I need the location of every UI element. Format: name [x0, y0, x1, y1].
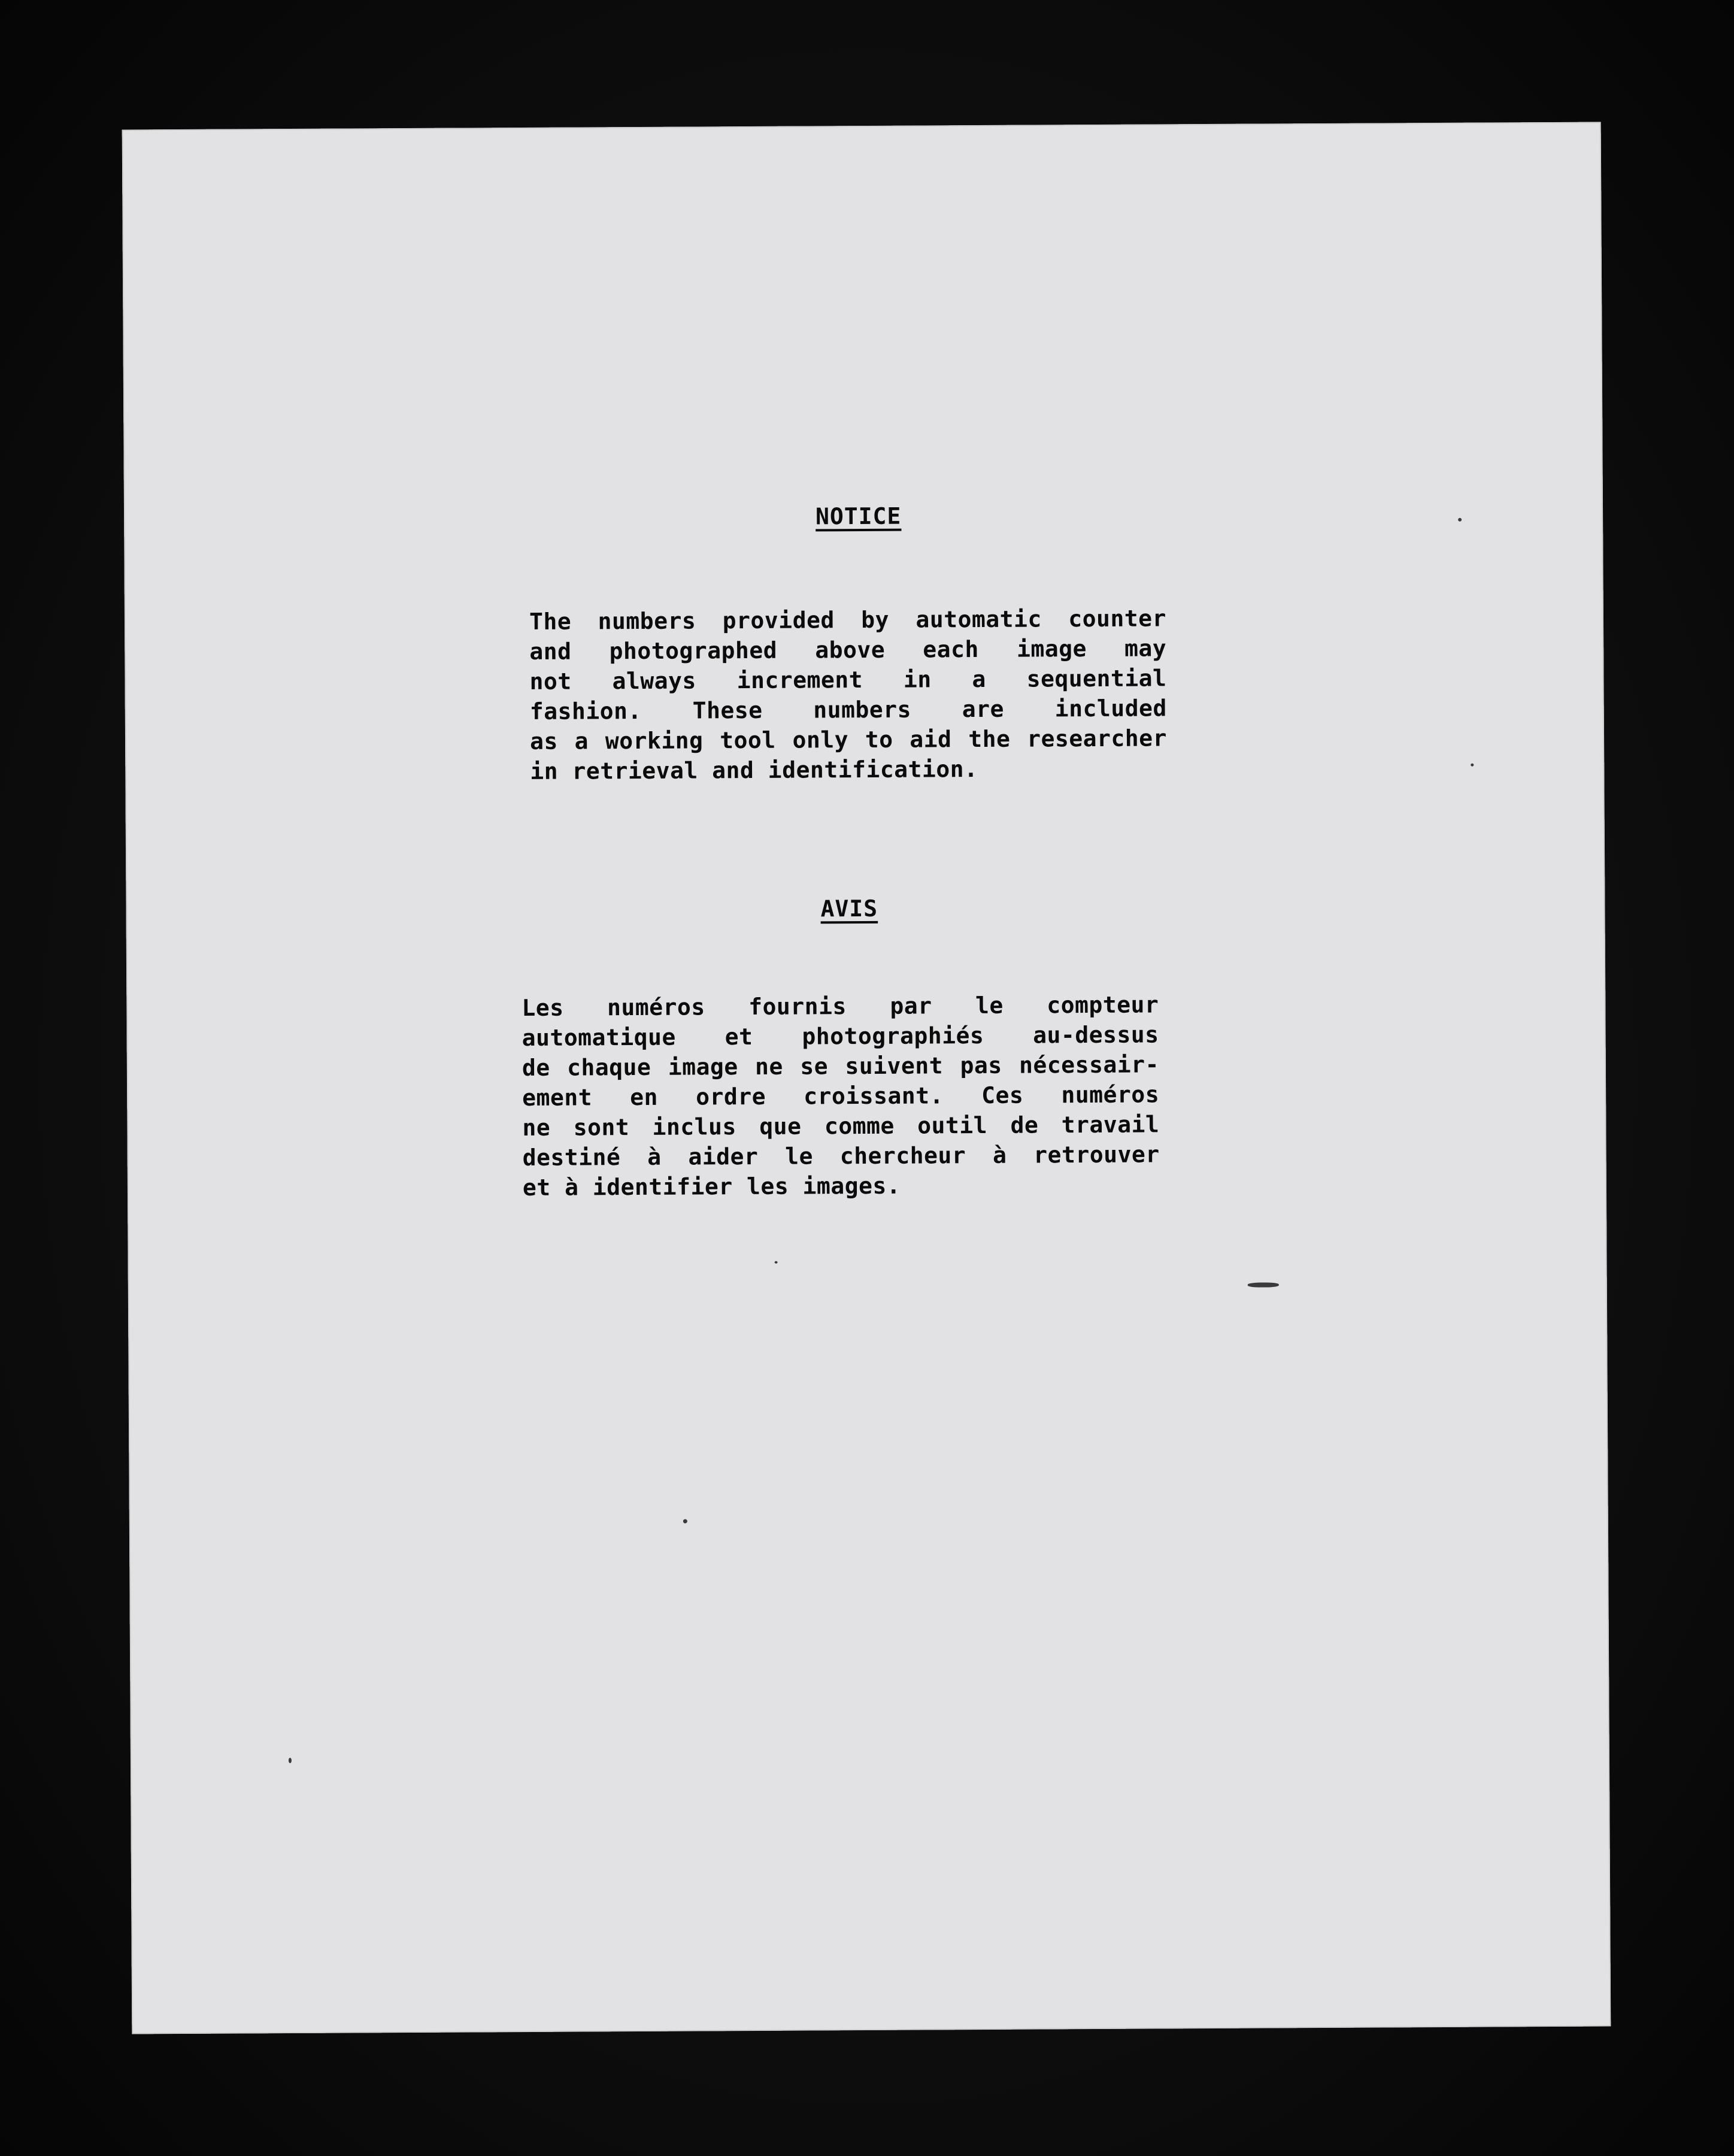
word: numéros: [1061, 1081, 1160, 1109]
word: image: [668, 1053, 738, 1080]
word: photographiés: [802, 1022, 984, 1050]
dust-speck: [1248, 1282, 1279, 1287]
word: may: [1124, 635, 1167, 662]
word: le: [785, 1143, 814, 1170]
word: image: [1016, 635, 1087, 662]
word: à: [647, 1143, 662, 1170]
word: not: [529, 668, 572, 695]
word: compteur: [1047, 991, 1159, 1019]
avis-heading: AVIS: [820, 895, 878, 922]
avis-line: [522, 1109, 1159, 1143]
word: working: [605, 727, 704, 755]
word: au-dessus: [1033, 1021, 1159, 1049]
word: aider: [688, 1143, 759, 1170]
word: always: [612, 667, 696, 695]
word: by: [861, 606, 890, 634]
word: nécessair-: [1018, 1051, 1160, 1079]
word: Ces: [981, 1082, 1024, 1109]
word: de: [1010, 1112, 1039, 1138]
avis-line: [522, 1079, 1159, 1113]
word: outil: [917, 1112, 988, 1139]
notice-line: [529, 633, 1166, 667]
word: croissant.: [804, 1082, 944, 1110]
word: researcher: [1027, 725, 1168, 752]
word: numéros: [607, 994, 705, 1021]
avis-line: [522, 989, 1159, 1023]
word: et: [522, 1174, 565, 1201]
word: tool: [720, 726, 776, 754]
notice-line: [529, 663, 1166, 697]
word: a: [574, 728, 589, 755]
avis-line: [522, 1049, 1159, 1083]
word: fashion.: [529, 697, 642, 725]
word: in: [530, 758, 572, 785]
word: increment: [736, 667, 863, 694]
word: included: [1054, 695, 1167, 722]
word: automatic: [915, 605, 1042, 633]
notice-line: [530, 723, 1167, 756]
notice-line: [530, 753, 1167, 786]
word: le: [975, 992, 1004, 1019]
notice-line: [529, 603, 1166, 637]
word: a: [972, 665, 986, 693]
word: automatique: [522, 1024, 676, 1052]
avis-paragraph: [522, 989, 1160, 1203]
word: de: [522, 1054, 550, 1082]
word: Les: [522, 994, 564, 1022]
dust-speck: [289, 1758, 292, 1763]
word: chaque: [566, 1053, 651, 1081]
word: are: [962, 695, 1005, 723]
word: sont: [573, 1114, 630, 1141]
dust-speck: [1471, 764, 1474, 767]
word: se: [800, 1053, 829, 1080]
word: destiné: [522, 1144, 621, 1171]
word: ne: [522, 1114, 551, 1141]
word: counter: [1068, 605, 1167, 632]
word: ordre: [696, 1083, 766, 1110]
word: inclus: [652, 1113, 736, 1140]
word: in: [903, 666, 932, 693]
notice-line: [530, 693, 1167, 726]
word: en: [630, 1083, 659, 1111]
word: sequential: [1026, 665, 1167, 692]
word: ne: [754, 1053, 783, 1080]
word: identification.: [768, 756, 978, 783]
notice-heading: NOTICE: [815, 502, 902, 530]
word: par: [890, 992, 932, 1019]
word: suivent: [845, 1052, 944, 1080]
word: fournis: [748, 993, 847, 1021]
word: pas: [960, 1052, 1002, 1079]
word: each: [923, 636, 979, 663]
word: numbers: [598, 607, 696, 635]
word: numbers: [813, 696, 912, 723]
word: que: [759, 1113, 802, 1140]
word: à: [992, 1141, 1007, 1168]
word: as: [529, 728, 558, 755]
avis-line: [523, 1139, 1160, 1173]
word: comme: [824, 1112, 895, 1140]
word: identifier: [592, 1173, 747, 1201]
word: travail: [1061, 1111, 1160, 1138]
avis-line: [523, 1169, 1160, 1203]
word: images.: [802, 1172, 901, 1200]
word: and: [529, 638, 572, 665]
word: aid: [910, 726, 952, 753]
word: provided: [722, 607, 835, 634]
word: and: [712, 756, 768, 784]
word: les: [746, 1173, 803, 1200]
avis-line: [522, 1019, 1159, 1053]
word: the: [968, 725, 1011, 753]
notice-paragraph: [529, 603, 1168, 786]
word: only: [792, 726, 849, 753]
dust-speck: [1458, 518, 1462, 522]
document-page: [122, 122, 1611, 2034]
word: photographed: [609, 637, 778, 665]
word: retrouver: [1033, 1141, 1160, 1168]
word: above: [815, 636, 886, 664]
word: to: [865, 726, 893, 753]
dust-speck: [683, 1519, 687, 1524]
dust-speck: [775, 1261, 778, 1264]
word: These: [692, 697, 763, 724]
word: The: [529, 608, 572, 635]
word: retrieval: [572, 757, 713, 785]
word: chercheur: [839, 1142, 966, 1170]
word: ement: [522, 1084, 593, 1112]
word: et: [724, 1023, 753, 1050]
word: à: [564, 1174, 593, 1201]
